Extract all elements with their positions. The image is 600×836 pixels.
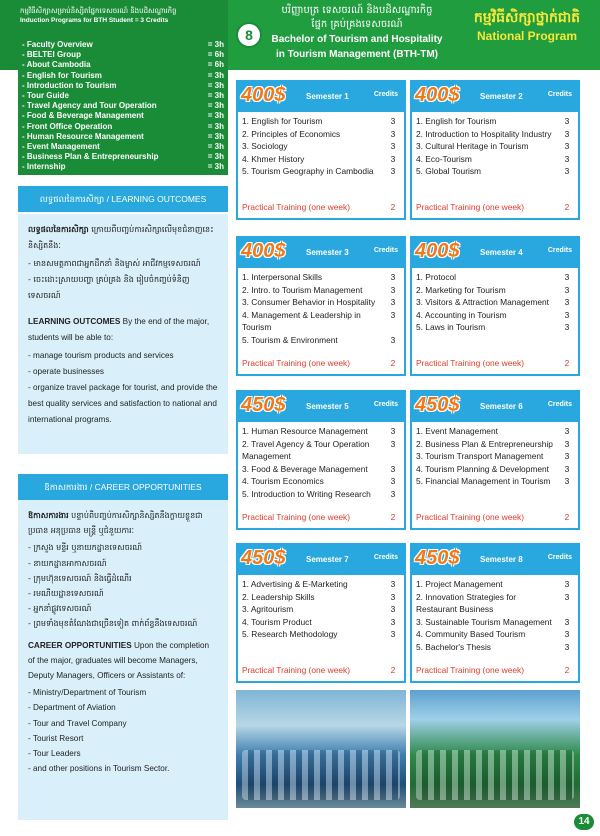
course-row [242,165,400,178]
induction-item [22,81,224,91]
learning-en-text: By the end of the major, students will be able to: [28,317,210,342]
semester-card [410,543,580,683]
course-row [416,140,574,153]
course-row [242,153,400,166]
course-name: 4. Tourism Product [242,616,312,627]
page-badge: 8 [236,22,262,48]
program-title-en-2: in Tourism Management (BTH-TM) [275,49,439,60]
course-credits: 3 [390,284,396,295]
induction-item-hours: = 6h [207,50,224,60]
course-row [416,475,574,488]
semester-header [238,238,404,268]
course-credits: 3 [390,116,396,126]
program-title-en-1: Bachelor of Tourism and Hospitality [271,34,443,45]
semester-name: Semester 6 [480,402,523,411]
induction-item-hours: = 3h [207,131,224,141]
practical-training-row [242,512,400,522]
induction-item-hours: = 3h [207,80,224,90]
graduation-ceremony-photo [410,690,580,808]
induction-item-hours: = 3h [207,121,224,131]
program-title-kh-1: បរិញ្ញាបត្រ ទេសចរណ៍ និងបដិសណ្ឋារកិច្ច [281,5,433,16]
course-name: 3. Agritourism [242,604,294,615]
semester-price: 400$ [415,84,460,106]
practical-training-credits: 2 [390,665,396,675]
course-credits: 3 [564,153,570,164]
induction-item-hours: = 3h [207,142,224,152]
course-name: 5. Global Tourism [416,166,482,177]
semester-card [236,543,406,683]
practical-training-label: Practical Training (one week) [242,358,350,368]
course-row [242,284,400,297]
course-credits: 3 [564,166,570,177]
course-credits: 3 [390,153,396,164]
induction-item [22,122,224,132]
course-name: 1. Event Management [416,426,498,436]
course-name: 5. Laws in Tourism [416,322,486,333]
credits-header: Credits [373,554,398,561]
course-name: 4. Khmer History [242,153,305,164]
practical-training-label: Practical Training (one week) [416,512,524,522]
semester-price: 400$ [241,240,286,262]
program-title-kh-2: ផ្នែក គ្រប់គ្រងទេសចរណ៍ [311,19,403,30]
course-credits: 3 [390,629,396,640]
induction-item-hours: = 3h [207,152,224,162]
course-name: 3. Visitors & Attraction Management [416,297,549,308]
course-name: 2. Principles of Economics [242,128,341,139]
course-credits: 3 [390,591,396,602]
course-row [416,616,574,629]
course-row [416,463,574,476]
practical-training-row [416,512,574,522]
course-name: 3. Tourism Transport Management [416,451,544,462]
course-row [242,628,400,641]
practical-training-label: Practical Training (one week) [416,665,524,675]
course-credits: 3 [564,476,570,487]
semester-price: 450$ [241,394,286,416]
career-en-text: Upon the completion of the major, graduates will become Managers, Deputy Managers, Officers or Assistants of: [28,640,210,681]
course-credits: 3 [564,451,570,462]
induction-item-hours: = 3h [207,40,224,49]
credits-header: Credits [547,554,572,561]
course-row [416,450,574,463]
course-name: 2. Travel Agency & Tour Operation Management [242,438,370,462]
career-kh-item: - នាយកដ្ឋានអាកាសចរណ៍ [28,558,107,568]
course-credits: 3 [390,604,396,615]
induction-item-hours: = 3h [207,70,224,80]
course-name: 5. Financial Management in Tourism [416,476,551,487]
induction-title-en: Induction Programs for BTH Student = 3 Credits [20,17,169,24]
induction-item [22,111,224,121]
practical-training-row [416,665,574,675]
course-row [242,115,400,128]
credits-header: Credits [373,91,398,98]
course-credits: 3 [390,438,396,449]
course-row [416,438,574,451]
course-row [242,334,400,347]
semester-header [412,82,578,112]
course-credits: 3 [390,579,396,589]
induction-item-label: - Travel Agency and Tour Operation [22,101,157,111]
course-credits: 3 [390,616,396,627]
credits-header: Credits [547,91,572,98]
course-credits: 3 [390,426,396,436]
semester-name: Semester 4 [480,248,523,257]
course-list [238,112,404,178]
course-row [242,603,400,616]
practical-training-row [242,358,400,368]
learning-kh-text: ក្រោយពីបញ្ចប់ការសិក្សាលើមុខជំនាញនេះនិស្សិតនឹងៈ [28,225,214,250]
semester-price: 450$ [415,547,460,569]
induction-item-hours: = 3h [207,111,224,121]
course-credits: 3 [564,426,570,436]
course-list [412,575,578,654]
course-credits: 3 [390,334,396,345]
learning-kh-item: - ចេះដោះស្រាយបញ្ហា គ្រប់គ្រង និង រៀបចំកញ្ចប់ទំនិញ ទេសចរណ៍ [28,275,190,300]
induction-item [22,142,224,152]
course-row [416,296,574,309]
course-name: 3. Cultural Heritage in Tourism [416,141,529,152]
learning-outcomes-title: លទ្ធផលនៃការសិក្សា / LEARNING OUTCOMES [18,186,228,212]
course-name: 3. Food & Beverage Management [242,463,368,474]
semester-name: Semester 8 [480,555,523,564]
course-credits: 3 [564,641,570,652]
career-en-lead: CAREER OPPORTUNITIES [28,640,132,650]
career-kh-item: - អ្នកនាំផ្លូវទេសចរណ៍ [28,604,92,614]
course-name: 5. Tourism Geography in Cambodia [242,166,374,177]
course-credits: 3 [390,128,396,139]
induction-item [22,91,224,101]
career-kh-item: - ក្រុមហ៊ុនទេសចរណ៍ និងធ្វើដំណើរ [28,573,132,583]
course-credits: 3 [564,463,570,474]
course-name: 1. Project Management [416,579,503,589]
induction-title-kh: កម្មវិធីសិក្សាសម្រាប់និស្សិតផ្នែកទេសចរណ៍ និងបដិសណ្ឋារកិច្ច [20,7,177,15]
course-row [242,488,400,501]
course-credits: 3 [564,116,570,126]
course-credits: 3 [564,438,570,449]
course-list [238,268,404,347]
course-row [242,578,400,591]
semester-header [238,392,404,422]
induction-item-label: - Food & Beverage Management [22,111,144,121]
practical-training-row [242,665,400,675]
course-credits: 3 [564,284,570,295]
semester-name: Semester 7 [306,555,349,564]
course-row [242,271,400,284]
course-name: 1. Interpersonal Skills [242,272,323,282]
course-name: 1. English for Tourism [242,116,323,126]
induction-item-label: - Faculty Overview [22,40,93,49]
induction-item-label: - Front Office Operation [22,121,113,131]
course-name: 2. Leadership Skills [242,591,315,602]
semester-header [238,545,404,575]
course-name: 2. Business Plan & Entrepreneurship [416,438,553,449]
learning-en-item: - manage tourism products and services [28,351,174,360]
course-name: 1. English for Tourism [416,116,497,126]
semester-price: 450$ [415,394,460,416]
course-credits: 3 [390,166,396,177]
graduates-photo [236,690,406,808]
page-number: 14 [574,814,594,830]
induction-item-label: - Introduction to Tourism [22,80,117,90]
course-row [242,309,400,334]
course-credits: 3 [564,322,570,333]
induction-item [22,40,224,50]
induction-item-label: - English for Tourism [22,70,102,80]
semester-header [238,82,404,112]
career-kh-item: - រមណីយដ្ឋានទេសចរណ៍ [28,589,104,599]
course-credits: 3 [564,629,570,640]
career-en-item: - Tour and Travel Company [28,718,127,728]
induction-item-label: - About Cambodia [22,60,91,70]
learning-kh-item: - មានសមត្ថភាពជាអ្នកដឹកនាំ និងម្ចាស់ អាជីវកម្មទេសចរណ៍ [28,259,201,268]
course-name: 4. Accounting in Tourism [416,309,507,320]
career-opportunities-title: ឱកាសការងារ / CAREER OPPORTUNITIES [18,474,228,500]
course-list [238,422,404,501]
course-row [242,463,400,476]
course-row [416,128,574,141]
induction-item-hours: = 3h [207,101,224,111]
career-en-item: - Tourist Resort [28,733,84,743]
course-credits: 3 [564,591,570,602]
course-name: 5. Research Methodology [242,629,338,640]
credits-header: Credits [373,401,398,408]
induction-item-hours: = 3h [207,162,224,172]
course-name: 2. Intro. to Tourism Management [242,284,363,295]
practical-training-row [416,202,574,212]
course-row [242,140,400,153]
induction-list [18,38,228,175]
course-name: 4. Tourism Economics [242,476,324,487]
semester-header [412,238,578,268]
induction-item [22,60,224,70]
career-en-item: - and other positions in Tourism Sector. [28,764,170,774]
induction-item [22,162,224,172]
course-credits: 3 [564,141,570,152]
course-name: 2. Innovation Strategies for Restaurant Business [416,591,517,615]
course-row [416,578,574,591]
practical-training-credits: 2 [564,202,570,212]
semester-card [410,390,580,530]
course-row [416,309,574,322]
learning-kh-lead: លទ្ធផលនៃការសិក្សា [28,225,89,234]
course-name: 4. Eco-Tourism [416,153,472,164]
career-kh-item: - ព្រមទាំងមុខតំណែងជាច្រើនទៀត ពាក់ព័ន្ធនឹងទេសចរណ៍ [28,619,198,629]
career-kh-lead: ឱកាសការងារ [28,511,69,520]
course-credits: 3 [564,272,570,282]
induction-item-label: - Internship [22,162,66,172]
learning-en-item: - operate businesses [28,367,105,376]
semester-price: 400$ [241,84,286,106]
semester-card [410,236,580,376]
practical-training-credits: 2 [564,665,570,675]
course-list [238,575,404,641]
course-row [416,591,574,616]
semester-card [236,236,406,376]
practical-training-row [416,358,574,368]
induction-item-label: - BELTEI Group [22,50,81,60]
practical-training-label: Practical Training (one week) [416,202,524,212]
course-name: 3. Sustainable Tourism Management [416,616,552,627]
course-credits: 3 [390,297,396,308]
practical-training-credits: 2 [564,358,570,368]
course-name: 4. Management & Leadership in Tourism [242,309,361,333]
course-row [416,115,574,128]
semester-header [412,545,578,575]
course-credits: 3 [564,128,570,139]
practical-training-label: Practical Training (one week) [242,512,350,522]
course-name: 1. Advertising & E-Marketing [242,579,348,589]
career-kh-item: - ក្រសួង មន្ទីរ ឬនាយកដ្ឋានទេសចរណ៍ [28,543,143,553]
national-program-label [462,8,592,44]
course-name: 3. Sociology [242,141,288,152]
semester-name: Semester 1 [306,92,349,101]
career-en-item: - Department of Aviation [28,703,116,713]
course-name: 4. Community Based Tourism [416,629,526,640]
course-row [242,438,400,463]
practical-training-credits: 2 [564,512,570,522]
induction-item [22,71,224,81]
course-row [416,425,574,438]
semester-header [412,392,578,422]
practical-training-row [242,202,400,212]
induction-item [22,152,224,162]
semester-name: Semester 2 [480,92,523,101]
induction-item-label: - Human Resource Management [22,131,144,141]
course-row [242,128,400,141]
induction-item-label: - Business Plan & Entrepreneurship [22,152,159,162]
semester-price: 450$ [241,547,286,569]
course-name: 4. Tourism Planning & Development [416,463,549,474]
course-credits: 3 [390,463,396,474]
credits-header: Credits [547,247,572,254]
course-name: 5. Tourism & Environment [242,334,338,345]
practical-training-label: Practical Training (one week) [242,202,350,212]
learning-outcomes-panel [18,214,228,454]
course-credits: 3 [390,309,396,320]
induction-item-label: - Tour Guide [22,91,69,101]
course-credits: 3 [564,616,570,627]
course-credits: 3 [564,579,570,589]
course-row [416,628,574,641]
course-name: 3. Consumer Behavior in Hospitality [242,297,376,308]
practical-training-credits: 2 [390,202,396,212]
course-row [242,591,400,604]
course-name: 5. Introduction to Writing Research [242,488,371,499]
course-name: 5. Bachelor's Thesis [416,641,491,652]
national-program-en: National Program [476,29,578,43]
practical-training-label: Practical Training (one week) [416,358,524,368]
credits-header: Credits [547,401,572,408]
semester-card [236,80,406,220]
course-credits: 3 [390,272,396,282]
course-list [412,268,578,334]
course-name: 1. Protocol [416,272,457,282]
course-row [242,475,400,488]
course-row [416,284,574,297]
induction-item [22,101,224,111]
course-row [242,296,400,309]
course-row [416,641,574,654]
program-title [262,4,452,62]
course-row [416,271,574,284]
semester-price: 400$ [415,240,460,262]
semester-name: Semester 5 [306,402,349,411]
course-credits: 3 [564,297,570,308]
learning-en-item: - organize travel package for tourist, and provide the best quality services and satisfaction to national and international programs. [28,383,218,424]
practical-training-label: Practical Training (one week) [242,665,350,675]
course-credits: 3 [390,476,396,487]
credits-header: Credits [373,247,398,254]
course-credits: 3 [390,488,396,499]
practical-training-credits: 2 [390,358,396,368]
career-en-item: - Tour Leaders [28,749,81,759]
induction-item [22,132,224,142]
course-list [412,422,578,488]
course-row [416,165,574,178]
course-name: 1. Human Resource Management [242,426,368,436]
national-program-kh: កម្មវិធីសិក្សាថ្នាក់ជាតិ [473,10,581,26]
course-row [416,153,574,166]
induction-item-hours: = 6h [207,60,224,70]
practical-training-credits: 2 [390,512,396,522]
course-name: 2. Marketing for Tourism [416,284,506,295]
course-row [416,321,574,334]
semester-card [236,390,406,530]
semester-card [410,80,580,220]
career-opportunities-panel [18,500,228,820]
course-credits: 3 [390,141,396,152]
learning-en-lead: LEARNING OUTCOMES [28,317,121,326]
induction-item-label: - Event Management [22,142,100,152]
course-list [412,112,578,178]
induction-item-hours: = 3h [207,91,224,101]
course-row [242,425,400,438]
course-credits: 3 [564,309,570,320]
semester-name: Semester 3 [306,248,349,257]
career-en-item: - Ministry/Department of Tourism [28,688,147,698]
career-kh-text: បន្ទាប់ពីបញ្ចប់ការសិក្សានិស្សិតនឹងក្លាយខ្លួនជាប្រធាន អនុប្រធាន មន្ត្រី ឬជំនួយការៈ [28,511,203,536]
course-row [242,616,400,629]
course-name: 2. Introduction to Hospitality Industry [416,128,552,139]
induction-item [22,50,224,60]
